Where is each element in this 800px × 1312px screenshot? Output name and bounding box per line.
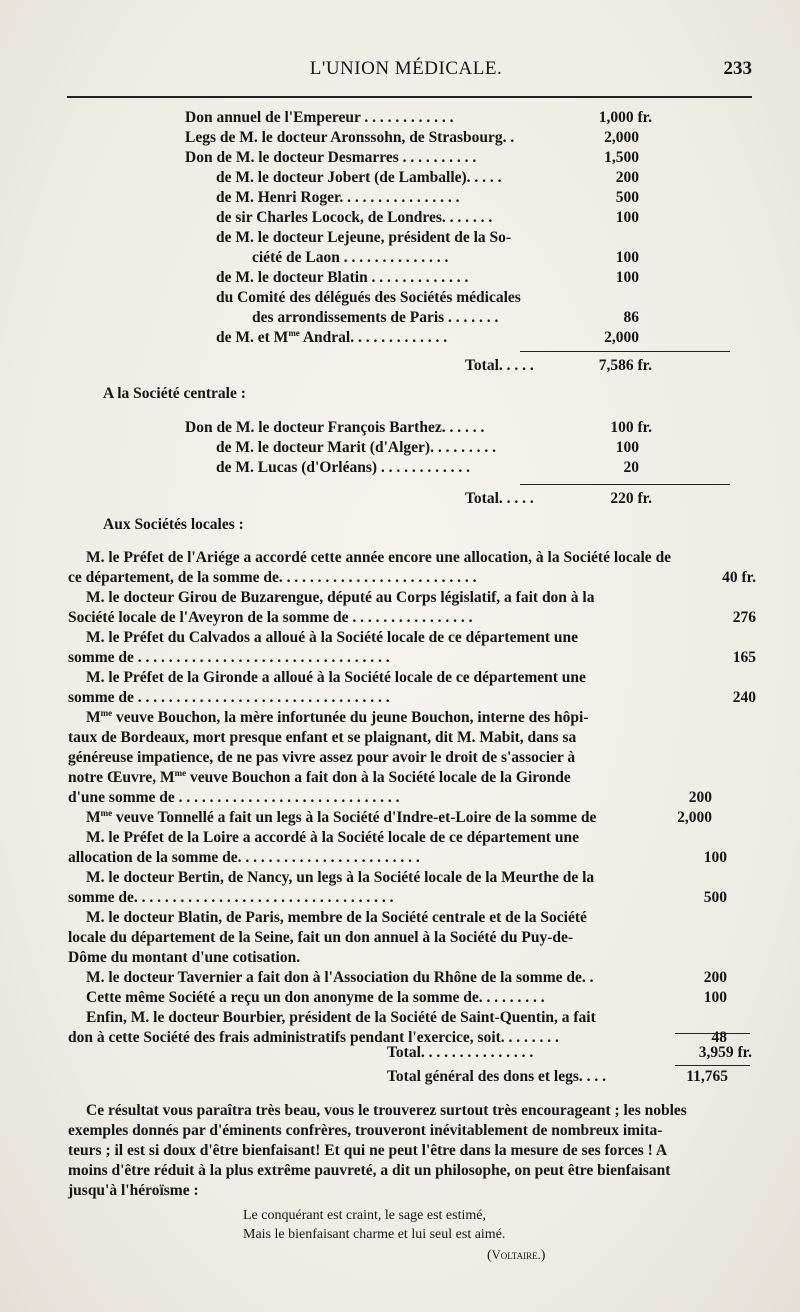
paragraph-line: jusqu'à l'héroïsme : [68, 1182, 199, 1199]
paragraph-line: Cette même Société a reçu un don anonyme de la somme de. . . . . . . . . [86, 989, 545, 1006]
paragraph-line: d'une somme de . . . . . . . . . . . . . . . . . . . . . . . . . . . . . [68, 789, 400, 806]
donation-amount: 200 [615, 169, 639, 186]
paragraph-line: teurs ; il est si doux d'être bienfaisant! Et qui ne peut l'être dans la mesure de ses forces ! A [68, 1142, 668, 1159]
total-amount: 220 fr. [610, 490, 652, 507]
paragraph-line: M. le Préfet du Calvados a alloué à la Société locale de ce département une [86, 629, 579, 646]
paragraph-line: moins d'être réduit à la plus extrême pauvreté, a dit un philosophe, on peut être bienfaisant [68, 1162, 671, 1179]
paragraph-line: $M^{me}$ veuve Bouchon, la mère infortunée du jeune Bouchon, interne des hôpi- [86, 707, 589, 726]
donation-amount: 20 [623, 459, 639, 476]
paragraph-line: Ce résultat vous paraîtra très beau, vous le trouverez surtout très encourageant ; les nobles [86, 1102, 687, 1119]
paragraph-line: $M^{me}$ veuve Tonnellé a fait un legs à la Société d'Indre-et-Loire de la somme de [86, 807, 597, 826]
donation-label: Legs de M. le docteur Aronssohn, de Strasbourg. . [185, 129, 515, 146]
paragraph-line: M. le Préfet de l'Ariége a accordé cette année encore une allocation, à la Société locale de [86, 549, 672, 566]
paragraph-line: ce département, de la somme de. . . . . . . . . . . . . . . . . . . . . . . . . . [68, 569, 477, 586]
sum-rule [520, 484, 730, 485]
verse-line: Le conquérant est craint, le sage est estimé, [243, 1208, 486, 1223]
verse-line: Mais le bienfaisant charme et lui seul est aimé. [243, 1227, 506, 1242]
donation-label: ciété de Laon . . . . . . . . . . . . . . [252, 249, 449, 266]
verse-attribution: (Voltaire.) [487, 1248, 546, 1263]
paragraph-line: somme de . . . . . . . . . . . . . . . . . . . . . . . . . . . . . . . . . [68, 689, 390, 706]
paragraph-line: don à cette Société des frais administratifs pendant l'exercice, soit. . . . . . . . [68, 1029, 559, 1046]
page-number: 233 [723, 58, 752, 79]
donation-amount: 100 fr. [610, 419, 652, 436]
donation-amount: 100 [615, 439, 639, 456]
grand-total-label: Total général des dons et legs. . . . [387, 1068, 607, 1085]
paragraph-line: M. le docteur Blatin, de Paris, membre de la Société centrale et de la Société [86, 909, 587, 926]
allocation-amount: 240 [732, 689, 756, 706]
donation-amount: 86 [623, 309, 639, 326]
donation-amount: 100 [615, 249, 639, 266]
paragraph-line: Dôme du montant d'une cotisation. [68, 949, 301, 966]
paragraph-line: allocation de la somme de. . . . . . . . . . . . . . . . . . . . . . . . [68, 849, 420, 866]
donation-label: du Comité des délégués des Sociétés médicales [216, 289, 521, 306]
paragraph-line: Enfin, M. le docteur Bourbier, président de la Société de Saint-Quentin, a fait [86, 1009, 596, 1026]
paragraph-line: M. le docteur Girou de Buzarengue, député au Corps législatif, a fait don à la [86, 589, 595, 606]
donation-label: des arrondissements de Paris . . . . . . . [252, 309, 499, 326]
allocation-amount: 2,000 [677, 809, 712, 826]
allocation-amount: 276 [732, 609, 756, 626]
paragraph-line: M. le Préfet de la Loire a accordé à la Société locale de ce département une [86, 829, 579, 846]
donation-label: de M. Lucas (d'Orléans) . . . . . . . . . . . . [216, 459, 471, 476]
allocation-amount: 100 [703, 989, 727, 1006]
total-amount: 3,959 fr. [698, 1044, 752, 1061]
header-rule [67, 96, 752, 98]
donation-amount: 2,000 [604, 129, 639, 146]
donation-label: de sir Charles Locock, de Londres. . . . . . . [216, 209, 493, 226]
donation-label: Don de M. le docteur François Barthez. . . . . . [185, 419, 485, 436]
section-heading-locales: Aux Sociétés locales : [103, 516, 244, 533]
paragraph-line: Société locale de l'Aveyron de la somme de . . . . . . . . . . . . . . . . [68, 609, 473, 626]
paragraph-line: M. le docteur Bertin, de Nancy, un legs à la Société locale de la Meurthe de la [86, 869, 595, 886]
donation-label: de M. Henri Roger. . . . . . . . . . . . . . . . [216, 189, 460, 206]
allocation-amount: 48 [711, 1029, 727, 1046]
total-label: Total. . . . . [465, 490, 534, 507]
allocation-amount: 200 [688, 789, 712, 806]
donation-label: de M. le docteur Marit (d'Alger). . . . . . . . . [216, 439, 496, 456]
paragraph-line: taux de Bordeaux, mort presque enfant et se plaignant, dit M. Mabit, dans sa [68, 729, 577, 746]
allocation-amount: 40 fr. [722, 569, 756, 586]
sum-rule [520, 351, 730, 352]
donation-label: de M. le docteur Jobert (de Lamballe). . . . . [216, 169, 502, 186]
donation-amount: 2,000 [604, 329, 639, 346]
paragraph-line: locale du département de la Seine, fait un don annuel à la Société du Puy-de- [68, 929, 574, 946]
total-amount: 7,586 fr. [598, 357, 652, 374]
donation-label: Don de M. le docteur Desmarres . . . . . . . . . . [185, 149, 477, 166]
donation-label: de M. et $M^{me}$ Andral. . . . . . . . . . . . . [216, 327, 448, 346]
paragraph-line: M. le Préfet de la Gironde a alloué à la Société locale de ce département une [86, 669, 586, 686]
donation-label: de M. le docteur Blatin . . . . . . . . . . . . . [216, 269, 469, 286]
donation-amount: 1,500 [604, 149, 639, 166]
donation-amount: 100 [615, 269, 639, 286]
donation-label: Don annuel de l'Empereur . . . . . . . . . . . . [185, 109, 454, 126]
paragraph-line: exemples donnés par d'éminents confrères, trouveront inévitablement de nombreux imita- [68, 1122, 663, 1139]
donation-amount: 500 [615, 189, 639, 206]
allocation-amount: 500 [703, 889, 727, 906]
total-label: Total. . . . . . . . . . . . . . . [387, 1044, 534, 1061]
section-heading-central: A la Société centrale : [103, 385, 246, 402]
donation-amount: 1,000 fr. [598, 109, 652, 126]
allocation-amount: 200 [703, 969, 727, 986]
total-label: Total. . . . . [465, 357, 534, 374]
sum-rule [675, 1065, 750, 1066]
paragraph-line: somme de. . . . . . . . . . . . . . . . . . . . . . . . . . . . . . . . . . [68, 889, 394, 906]
paragraph-line: M. le docteur Tavernier a fait don à l'Association du Rhône de la somme de. . [86, 969, 594, 986]
allocation-amount: 100 [703, 849, 727, 866]
paragraph-line: somme de . . . . . . . . . . . . . . . . . . . . . . . . . . . . . . . . . [68, 649, 390, 666]
journal-title: L'UNION MÉDICALE. [309, 58, 503, 79]
donation-label: de M. le docteur Lejeune, président de la So- [216, 229, 512, 246]
allocation-amount: 165 [732, 649, 756, 666]
donation-amount: 100 [615, 209, 639, 226]
paragraph-line: généreuse impatience, de ne pas vivre assez pour avoir le droit de s'associer à [68, 749, 576, 766]
running-head [60, 58, 752, 88]
grand-total-amount: 11,765 [686, 1068, 728, 1085]
sum-rule [675, 1033, 750, 1034]
paragraph-line: notre Œuvre, $M^{me}$ veuve Bouchon a fait don à la Société locale de la Gironde [68, 767, 571, 786]
